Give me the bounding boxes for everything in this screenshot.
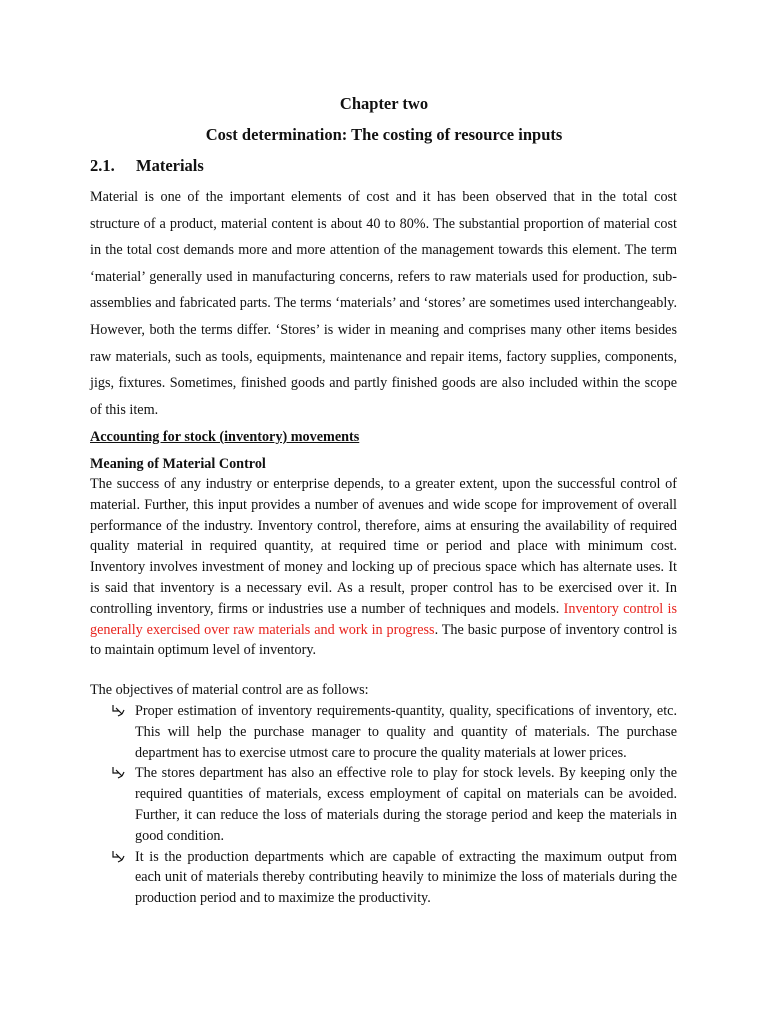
section-number: 2.1. bbox=[90, 156, 115, 175]
accounting-heading: Accounting for stock (inventory) movements bbox=[90, 429, 360, 445]
objectives-list bbox=[90, 701, 677, 909]
pointing-hand-icon bbox=[112, 850, 125, 863]
material-control-paragraph bbox=[90, 474, 677, 661]
section-title: Materials bbox=[136, 156, 204, 175]
list-item-text: Proper estimation of inventory requirements-quantity, quality, specifications of inventory, etc. This will help the purchase manager to quality and quantity of materials. The purchase department has to exercise utmost care to procure the quality materials at lower prices. bbox=[135, 703, 677, 761]
material-control-heading: Meaning of Material Control bbox=[90, 456, 266, 472]
list-item bbox=[90, 847, 677, 909]
list-item-text: It is the production departments which are capable of extracting the maximum output from each unit of materials thereby contributing heavily to minimize the loss of materials during the production period and to maximize the productivity. bbox=[135, 848, 677, 907]
list-item bbox=[90, 701, 677, 763]
list-item bbox=[90, 763, 677, 846]
highlighted-text: Inventory control is generally exercised over raw materials and work in progress bbox=[90, 600, 677, 638]
paragraph-text: The success of any industry or enterprise depends, to a greater extent, upon the successful control of material. Further, this input provides a number of avenues and wide scope for improvement of overall performance of the industry. Inventory control, therefore, aims at ensuring the availability of required quality material in required quantity, at required time or period and place with minimum cost. Inventory involves investment of money and locking up of precious space which has alternate uses. It is said that inventory is a necessary evil. As a result, proper control has to be exercised over it. In controlling inventory, firms or industries use a number of techniques and models. bbox=[90, 476, 677, 617]
pointing-hand-icon bbox=[112, 704, 125, 717]
paragraph-text: . The basic purpose of inventory control is to maintain optimum level of inventory. bbox=[90, 621, 677, 659]
chapter-subtitle: Cost determination: The costing of resource inputs bbox=[205, 125, 563, 144]
section-heading bbox=[90, 155, 680, 177]
list-item-text: The stores department has also an effective role to play for stock levels. By keeping only the required quantities of materials, excess employment of capital on materials can be avoided. Further, it can reduce the loss of materials during the storage period and keep the materials in good condition. bbox=[135, 765, 677, 844]
chapter-title: Chapter two bbox=[339, 94, 429, 113]
objectives-intro: The objectives of material control are as follows: bbox=[90, 682, 369, 698]
pointing-hand-icon bbox=[112, 766, 125, 779]
intro-paragraph: Material is one of the important elements of cost and it has been observed that in the total cost structure of a product, material content is about 40 to 80%. The substantial proportion of material cost in the total cost demands more and more attention of the management towards this element. The term ‘material’ generally used in manufacturing concerns, refers to raw materials used for production, sub-assemblies and fabricated parts. The terms ‘materials’ and ‘stores’ are sometimes used interchangeably. However, both the terms differ. ‘Stores’ is wider in meaning and comprises many other items besides raw materials, such as tools, equipments, maintenance and repair items, factory supplies, components, jigs, fixtures. Sometimes, finished goods and partly finished goods are also included within the scope of this item. bbox=[90, 189, 677, 418]
